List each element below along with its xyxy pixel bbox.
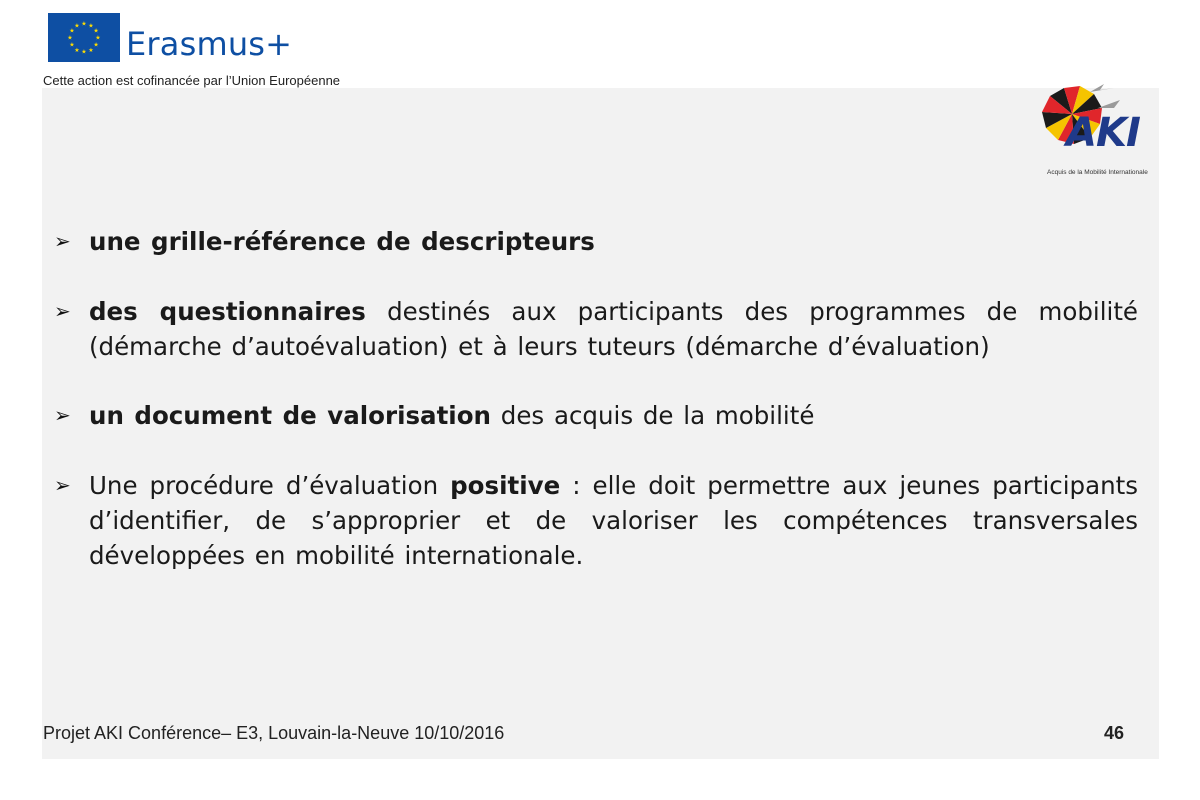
eu-star-icon: ★: [74, 22, 80, 30]
bullet-bold-text: des questionnaires: [89, 297, 366, 326]
bullet-list: [54, 224, 1138, 573]
eu-star-icon: ★: [93, 41, 99, 49]
bullet-text: des acquis de la mobilité: [490, 401, 815, 430]
bullet-bold-text: positive: [450, 471, 561, 500]
aki-logo-text: AKI: [1066, 110, 1140, 156]
eu-star-icon: ★: [81, 20, 87, 28]
bullet-text: : elle doit permettre aux jeunes participants d’identifier, de s’approprier et de valoriser les compétences transversales développées en mobilité internationale.: [89, 471, 1138, 570]
bullet-bold-text: une grille-référence de descripteurs: [89, 227, 595, 256]
bullet-text: destinés aux participants des programmes de mobilité (démarche d’autoévaluation) et à leurs tuteurs (démarche d’évaluation): [89, 297, 1138, 361]
eu-star-icon: ★: [81, 48, 87, 56]
eu-star-icon: ★: [69, 41, 75, 49]
eu-star-icon: ★: [88, 46, 94, 54]
bullet-bold-text: un document de valorisation: [89, 401, 491, 430]
bullet-text: Une procédure d’évaluation: [89, 471, 451, 500]
page-number: 46: [1104, 723, 1125, 743]
eu-star-icon: ★: [93, 27, 99, 35]
eu-star-icon: ★: [67, 34, 73, 42]
eu-star-icon: ★: [95, 34, 101, 42]
bullet-item: [54, 224, 1138, 259]
arrow-bullet-icon: ➢: [54, 473, 71, 497]
arrow-bullet-icon: ➢: [54, 403, 71, 427]
eu-flag-icon: [48, 13, 120, 62]
arrow-bullet-icon: ➢: [54, 299, 71, 323]
bullet-item: [54, 468, 1138, 573]
eu-star-icon: ★: [74, 46, 80, 54]
arrow-bullet-icon: ➢: [54, 229, 71, 253]
cofinance-note: Cette action est cofinancée par l’Union Européenne: [43, 73, 341, 88]
aki-logo-caption: Acquis de la Mobilité Internationale: [1047, 169, 1148, 176]
bullet-item: [54, 294, 1138, 364]
eu-star-icon: ★: [88, 22, 94, 30]
eu-star-icon: ★: [69, 27, 75, 35]
bullet-item: [54, 398, 1138, 433]
footer-text: Projet AKI Conférence– E3, Louvain-la-Neuve 10/10/2016: [43, 723, 505, 743]
erasmus-plus-logo: Erasmus+: [126, 25, 293, 63]
